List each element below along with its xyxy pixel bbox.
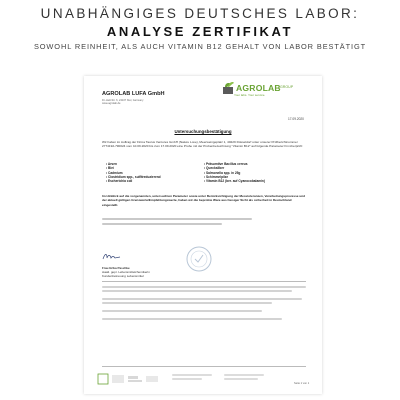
document-title: Untersuchungsbestätigung	[174, 129, 232, 134]
parameter-item: • Quecksilber	[204, 166, 225, 171]
divider	[102, 366, 306, 367]
illegible-text	[102, 218, 252, 220]
illegible-text	[172, 378, 202, 380]
logo-group: GROUP	[280, 85, 294, 89]
document-date: 17.09.2020	[288, 117, 304, 121]
parameter-item: • Vitamin B12 (ber. auf Cyanocobalamin)	[204, 179, 265, 184]
illegible-text	[102, 298, 302, 300]
parameter-item: • Präsumtive Bacillus cereus	[204, 162, 248, 166]
header-line-2: ANALYSE ZERTIFIKAT	[106, 24, 294, 39]
logo-name: AGROLAB	[236, 83, 281, 93]
illegible-text	[102, 286, 306, 288]
header-line-3: SOWOHL REINHEIT, ALS AUCH VITAMIN B12 GEHALT VON LABOR BESTÄTIGT	[33, 42, 367, 51]
page-number: Seite 1 von 1	[294, 382, 310, 385]
illegible-text	[172, 374, 212, 376]
parameter-item: • Escherichia coli	[106, 179, 133, 184]
illegible-text	[102, 290, 292, 292]
signer-name: Frau Erika Paschke	[102, 266, 130, 270]
illegible-text	[224, 374, 264, 376]
parameter-item: • Cadmium	[106, 170, 123, 175]
illegible-text	[102, 302, 272, 304]
certificate-document	[84, 76, 322, 394]
accreditation-seal-icon	[184, 244, 214, 274]
summary-paragraph: Im Hinblick auf die vorgenannten, untersuchten Parameter sowie unter Berücksichtigung der Messtoleranzen, Verarbeitungsprozesse und der aktuell gültigen Grenzwerte/Empfehlungswerte, haben wir die beprobte Ware aus hiesiger Sicht als sicherheit in Deutschland eingestellt.	[102, 194, 306, 207]
parameter-item: • Arsen	[106, 162, 117, 166]
accreditation-logos-icon	[96, 371, 166, 387]
parameter-item: • Clostridium spp., sulfitreduzierend	[106, 174, 161, 179]
divider	[102, 281, 306, 282]
parameter-list-right	[204, 162, 308, 183]
signer-block	[102, 266, 150, 278]
company-name: AGROLAB LUFA GmbH	[102, 91, 165, 97]
signer-title: staatl. gepr. Lebensmittelchemikerin	[102, 270, 150, 274]
parameter-item: • Schimmelpilze	[204, 174, 229, 179]
illegible-text	[102, 223, 222, 225]
parameter-item: • Salmonella spp. in 25g	[204, 170, 241, 175]
header-line-1: UNABHÄNGIGES DEUTSCHES LABOR:	[40, 6, 360, 21]
signer-department: Kundenbetreuung Lebensmittel	[102, 274, 144, 278]
address-line: Dr.-Hell-Str. 6, 24107 Kiel, Germany	[102, 99, 144, 102]
address-line: www.agrolab.de	[102, 102, 121, 106]
intro-paragraph: Wir haben im Auftrag der Firma Taurus Ventures GmbH (Nature Love), Meerweingeplatz 1, 40229 Düsseldorf unter unserer Prüfberichtnummer 2774192-790024 vom 10.09.2020 bis zum 17.09.2020 eine Probe mit der Probenbezeichnung "Vitamin B12" auf folgende Parameter hin überprüft:	[102, 140, 303, 149]
logo-tagline: Your labs. Your service.	[234, 93, 266, 97]
signature-icon	[102, 252, 122, 261]
parameter-list-left	[106, 162, 202, 183]
illegible-text	[224, 378, 258, 380]
illegible-text	[102, 310, 262, 312]
parameter-item: • Blei	[106, 166, 114, 171]
illegible-text	[102, 318, 282, 320]
company-address	[102, 99, 143, 105]
